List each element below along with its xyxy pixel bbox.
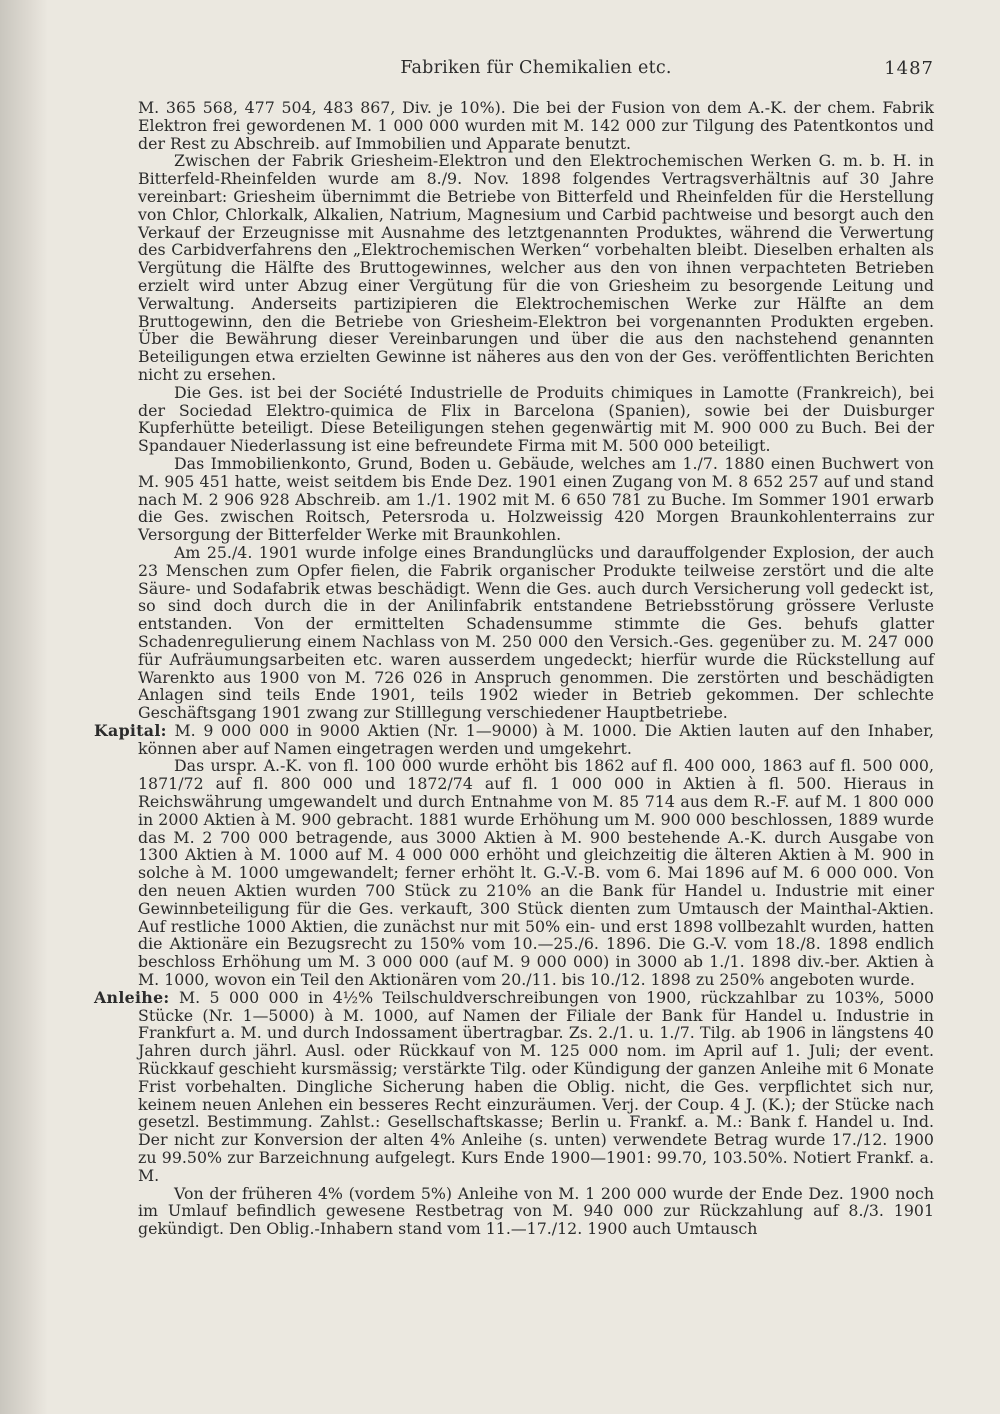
anleihe-text: M. 5 000 000 in 4½% Teilschuldverschreibungen von 1900, rückzahlbar zu 103%, 5000 Stücke (Nr. 1—5000) à M. 1000, auf Namen der Filiale der Bank für Handel u. Industrie in Frankfurt a. M. und durch Indossament übertragbar. Zs. 2./1. u. 1./7. Tilg. ab 1906 in längstens 40 Jahren durch jährl. Ausl. oder Rückkauf von M. 125 000 nom. im April auf 1. Juli; der event. Rückkauf geschieht kursmässig; verstärkte Tilg. oder Kündigung der ganzen Anleihe mit 6 Monate Frist vorbehalten. Dingliche Sicherung haben die Oblig. nicht, die Ges. verpflichtet sich nur, keinem neuen Anlehen ein besseres Recht einzuräumen. Verj. der Coup. 4 J. (K.); der Stücke nach gesetzl. Bestimmung. Zahlst.: Gesellschaftskasse; Berlin u. Frankf. a. M.: Bank f. Handel u. Ind. Der nicht zur Konversion der alten 4% Anleihe (s. unten) verwendete Betrag wurde 17./12. 1900 zu 99.50% zur Barzeichnung aufgelegt. Kurs Ende 1900—1901: 99.70, 103.50%. Notiert Frankf. a. M.: [138, 987, 934, 1185]
paragraph-fire-explosion: Am 25./4. 1901 wurde infolge eines Brandunglücks und darauffolgender Explosion, der auch 23 Menschen zum Opfer fielen, die Fabrik organischer Produkte teilweise zerstört und die alte Säure- und Sodafabrik etwas beschädigt. Wenn die Ges. auch durch Versicherung voll gedeckt ist, so sind doch durch die in der Anilinfabrik entstandene Betriebsstörung grössere Verluste entstanden. Von der ermittelten Schadensumme stimmte die Ges. behufs glatter Schadenregulierung einem Nachlass von M. 250 000 den Versich.-Ges. gegenüber zu. M. 247 000 für Aufräumungsarbeiten etc. waren ausserdem ungedeckt; hierfür wurde die Rückstellung auf Warenkto aus 1900 von M. 726 026 in Anspruch genommen. Die zerstörten und beschädigten Anlagen sind teils Ende 1901, teils 1902 wieder in Betrieb gekommen. Der schlechte Geschäftsgang 1901 zwang zur Stilllegung verschiedener Hauptbetriebe.: [138, 542, 934, 723]
section-anleihe: [94, 989, 934, 1185]
page-binding-edge: [0, 0, 48, 1414]
paragraph-kapital-history: Das urspr. A.-K. von fl. 100 000 wurde erhöht bis 1862 auf fl. 400 000, 1863 auf fl. 500 000, 1871/72 auf fl. 800 000 und 1872/74 auf fl. 1 000 000 in Aktien à fl. 500. Hieraus in Reichswährung umgewandelt und durch Entnahme von M. 85 714 aus dem R.-F. auf M. 1 800 000 in 2000 Aktien à M. 900 gebracht. 1881 wurde Erhöhung um M. 900 000 beschlossen, 1889 wurde das M. 2 700 000 betragende, aus 3000 Aktien à M. 900 bestehende A.-K. durch Ausgabe von 1300 Aktien à M. 1000 auf M. 4 000 000 erhöht und gleichzeitig die älteren Aktien à M. 900 in solche à M. 1000 umgewandelt; ferner erhöht lt. G.-V.-B. vom 6. Mai 1896 auf M. 6 000 000. Von den neuen Aktien wurden 700 Stück zu 210% an die Bank für Handel u. Industrie mit einer Gewinnbeteiligung für die Ges. verkauft, 300 Stück dienten zum Umtausch der Mainthal-Aktien. Auf restliche 1000 Aktien, die zunächst nur mit 50% ein- und erst 1898 vollbezahlt wurden, hatten die Aktionäre ein Bezugsrecht zu 150% vom 10.—25./6. 1896. Die G.-V. vom 18./8. 1898 endlich beschloss Erhöhung um M. 3 000 000 (auf M. 9 000 000) in 3000 ab 1./1. 1898 div.-ber. Aktien à M. 1000, wovon ein Teil den Aktionären vom 20./11. bis 10./12. 1898 zu 250% angeboten wurde.: [138, 756, 934, 990]
section-label-kapital: Kapital:: [94, 720, 167, 740]
page-number: 1487: [884, 58, 934, 79]
page-header: [138, 58, 934, 84]
paragraph-participations: Die Ges. ist bei der Société Industrielle de Produits chimiques in Lamotte (Frankreich), bei der Sociedad Elektro-quimica de Flix in Barcelona (Spanien), sowie bei der Duisburger Kupferhütte beteiligt. Diese Beteiligungen stehen gegenwärtig mit M. 900 000 zu Buch. Bei der Spandauer Niederlassung ist eine befreundete Firma mit M. 500 000 beteiligt.: [138, 382, 934, 456]
running-head: Fabriken für Chemikalien etc.: [400, 58, 672, 78]
kapital-text: M. 9 000 000 in 9000 Aktien (Nr. 1—9000) à M. 1000. Die Aktien lauten auf den Inhaber, können aber auf Namen eingetragen werden und umgekehrt.: [138, 720, 934, 758]
body-text: [94, 98, 934, 1239]
section-kapital: [94, 722, 934, 758]
paragraph-contract-bitterfeld: Zwischen der Fabrik Griesheim-Elektron und den Elektrochemischen Werken G. m. b. H. in Bitterfeld-Rheinfelden wurde am 8./9. Nov. 1898 folgendes Vertragsverhältnis auf 30 Jahre vereinbart: Griesheim übernimmt die Betriebe von Bitterfeld und Rheinfelden für die Herstellung von Chlor, Chlorkalk, Alkalien, Natrium, Magnesium und Carbid pachtweise und besorgt auch den Verkauf der Erzeugnisse mit Ausnahme des letztgenannten Produktes, während die Verwertung des Carbidverfahrens den „Elektrochemischen Werken“ vorbehalten bleibt. Dieselben erhalten als Vergütung die Hälfte des Bruttogewinnes, welcher aus den von ihnen verpachteten Betrieben erzielt wird unter Abzug einer Vergütung für die von Griesheim zu besorgende Leitung und Verwaltung. Anderseits partizipieren die Elektrochemischen Werke zur Hälfte an dem Bruttogewinn, den die Betriebe von Griesheim-Elektron bei vorgenannten Produkten ergeben. Über die Bewährung dieser Vereinbarungen und über die aus den nachstehend genannten Beteiligungen etwa erzielten Gewinne ist näheres aus den von der Ges. veröffentlichten Berichten nicht zu ersehen.: [138, 151, 934, 384]
paragraph-dividend-fusion: M. 365 568, 477 504, 483 867, Div. je 10%). Die bei der Fusion von dem A.-K. der chem. Fabrik Elektron frei gewordenen M. 1 000 000 wurden mit M. 142 000 zur Tilgung des Patentkontos und der Rest zu Abschreib. auf Immobilien und Apparate benutzt.: [138, 98, 934, 153]
section-label-anleihe: Anleihe:: [94, 987, 170, 1007]
paragraph-real-estate: Das Immobilienkonto, Grund, Boden u. Gebäude, welches am 1./7. 1880 einen Buchwert von M. 905 451 hatte, weist seitdem bis Ende Dez. 1901 einen Zugang von M. 8 652 257 auf und stand nach M. 2 906 928 Abschreib. am 1./1. 1902 mit M. 6 650 781 zu Buche. Im Sommer 1901 erwarb die Ges. zwischen Roitsch, Petersroda u. Holzweissig 420 Morgen Braunkohlenterrains zur Versorgung der Bitterfelder Werke mit Braunkohlen.: [138, 453, 934, 545]
paragraph-anleihe-history: Von der früheren 4% (vordem 5%) Anleihe von M. 1 200 000 wurde der Ende Dez. 1900 noch im Umlauf befindlich gewesene Restbetrag von M. 940 000 zur Rückzahlung auf 8./3. 1901 gekündigt. Den Oblig.-Inhabern stand vom 11.—17./12. 1900 auch Umtausch: [138, 1183, 934, 1239]
